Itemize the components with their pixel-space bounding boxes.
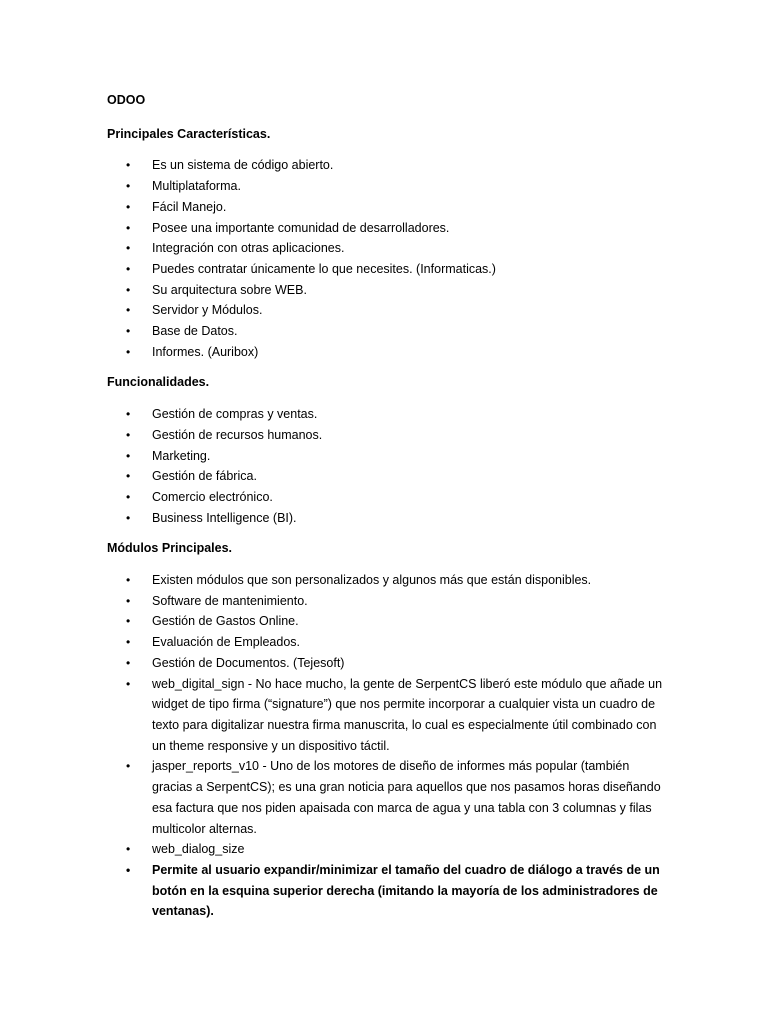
list-item	[107, 342, 667, 363]
bullet-icon: •	[126, 427, 131, 442]
list-item-text: Business Intelligence (BI).	[152, 510, 297, 525]
bullet-icon: •	[126, 407, 131, 422]
list-item-text: Es un sistema de código abierto.	[152, 158, 334, 173]
list-item	[107, 176, 667, 197]
bullet-icon: •	[126, 179, 131, 194]
list-item	[107, 860, 667, 922]
list-item	[107, 508, 667, 529]
list-item-text: Gestión de recursos humanos.	[152, 427, 323, 442]
list-item-text: Informes. (Auribox)	[152, 344, 259, 359]
list-item-text: Software de mantenimiento.	[152, 593, 308, 608]
bullet-icon: •	[126, 448, 131, 463]
list-item	[107, 632, 667, 653]
list-item	[107, 238, 667, 259]
bullet-icon: •	[126, 261, 131, 276]
list-item-text: Gestión de fábrica.	[152, 469, 257, 484]
list-item-text: Fácil Manejo.	[152, 199, 227, 214]
bullet-icon: •	[126, 862, 131, 877]
bullet-icon: •	[126, 220, 131, 235]
bullet-icon: •	[126, 759, 131, 774]
list-item	[107, 653, 667, 674]
bullet-icon: •	[126, 635, 131, 650]
list-item-text: Marketing.	[152, 448, 211, 463]
list-item-text: Posee una importante comunidad de desarrolladores.	[152, 220, 450, 235]
list-funcionalidades	[107, 404, 667, 528]
bullet-icon: •	[126, 573, 131, 588]
list-item	[107, 197, 667, 218]
document-body	[107, 90, 667, 932]
bullet-icon: •	[126, 510, 131, 525]
list-item	[107, 591, 667, 612]
bullet-icon: •	[126, 593, 131, 608]
list-modulos	[107, 570, 667, 922]
bullet-icon: •	[126, 614, 131, 629]
bullet-icon: •	[126, 842, 131, 857]
list-item	[107, 425, 667, 446]
list-item	[107, 404, 667, 425]
list-item-text: Existen módulos que son personalizados y algunos más que están disponibles.	[152, 573, 592, 588]
bullet-icon: •	[126, 489, 131, 504]
section-heading-funcionalidades: Funcionalidades.	[107, 375, 210, 390]
list-item	[107, 446, 667, 467]
list-item-text: Gestión de Documentos. (Tejesoft)	[152, 655, 345, 670]
list-item-text: jasper_reports_v10 - Uno de los motores de diseño de informes más popular (también gracias a SerpentCS); es una gran noticia para aquellos que nos pasamos horas diseñando esa factura que nos piden apaisada con marca de agua y una tabla con 3 columnas y filas multicolor alternas.	[152, 759, 661, 836]
list-item	[107, 674, 667, 757]
document-title: ODOO	[107, 93, 146, 107]
list-item	[107, 259, 667, 280]
list-caracteristicas	[107, 155, 667, 362]
section-heading-caracteristicas: Principales Características.	[107, 126, 271, 141]
section-heading-modulos: Módulos Principales.	[107, 541, 233, 556]
bullet-icon: •	[126, 158, 131, 173]
bullet-icon: •	[126, 676, 131, 691]
list-item-text: Gestión de compras y ventas.	[152, 407, 318, 422]
list-item	[107, 839, 667, 860]
bullet-icon: •	[126, 344, 131, 359]
list-item-text: web_dialog_size	[152, 842, 245, 857]
list-item-text: Permite al usuario expandir/minimizar el tamaño del cuadro de diálogo a través de un botón en la esquina superior derecha (imitando la mayoría de los administradores de ventanas).	[152, 862, 660, 919]
list-item-text: Puedes contratar únicamente lo que necesites. (Informaticas.)	[152, 261, 496, 276]
bullet-icon: •	[126, 469, 131, 484]
list-item	[107, 466, 667, 487]
list-item	[107, 487, 667, 508]
list-item	[107, 570, 667, 591]
list-item	[107, 756, 667, 839]
list-item-text: Evaluación de Empleados.	[152, 635, 301, 650]
bullet-icon: •	[126, 655, 131, 670]
bullet-icon: •	[126, 324, 131, 339]
list-item	[107, 218, 667, 239]
bullet-icon: •	[126, 199, 131, 214]
list-item-text: Multiplataforma.	[152, 179, 241, 194]
list-item	[107, 280, 667, 301]
list-item	[107, 321, 667, 342]
list-item-text: web_digital_sign - No hace mucho, la gente de SerpentCS liberó este módulo que añade un widget de tipo firma (“signature”) que nos permite incorporar a cualquier vista un cuadro de texto para digitalizar nuestra firma manuscrita, lo cual es especialmente útil combinado con un theme responsive y un dispositivo táctil.	[152, 676, 663, 753]
list-item	[107, 611, 667, 632]
list-item	[107, 155, 667, 176]
list-item-text: Su arquitectura sobre WEB.	[152, 282, 307, 297]
bullet-icon: •	[126, 241, 131, 256]
list-item	[107, 300, 667, 321]
list-item-text: Gestión de Gastos Online.	[152, 614, 299, 629]
list-item-text: Servidor y Módulos.	[152, 303, 263, 318]
list-item-text: Integración con otras aplicaciones.	[152, 241, 345, 256]
bullet-icon: •	[126, 282, 131, 297]
bullet-icon: •	[126, 303, 131, 318]
list-item-text: Base de Datos.	[152, 324, 238, 339]
list-item-text: Comercio electrónico.	[152, 489, 273, 504]
